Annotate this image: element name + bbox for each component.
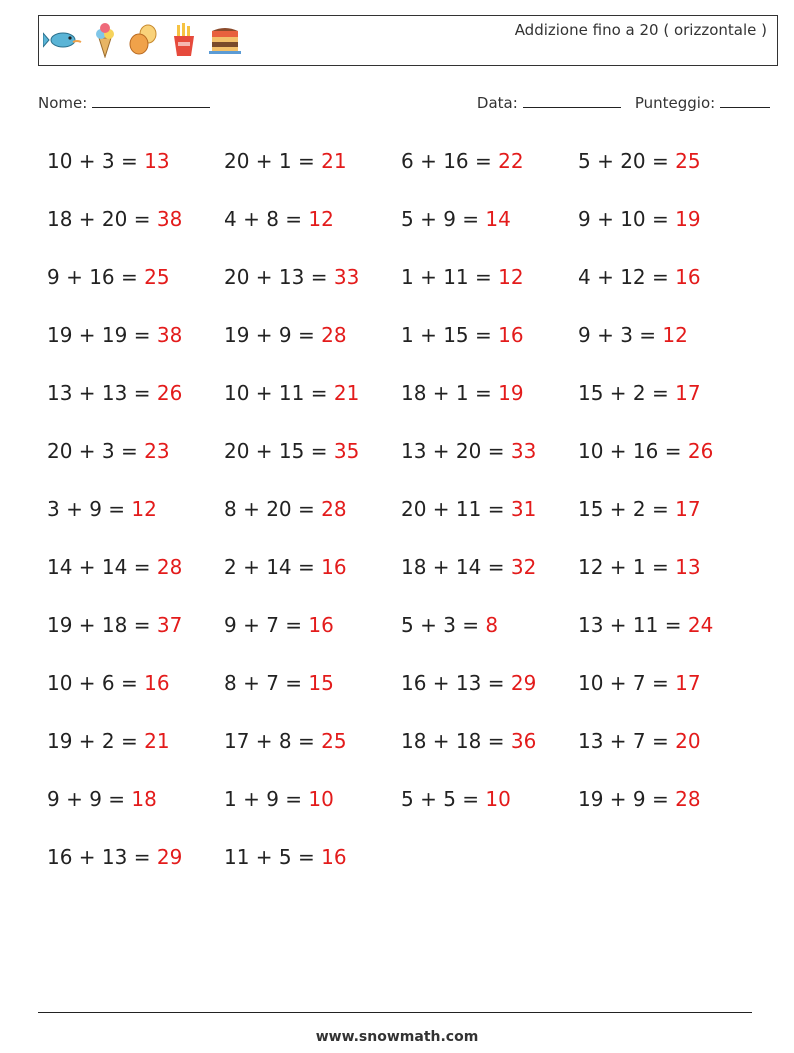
problem-item (578, 552, 755, 610)
problem-question: 20 + 11 = (401, 497, 511, 521)
name-label: Nome: (38, 94, 88, 112)
cake-icon (207, 23, 243, 57)
problem-answer: 10 (308, 787, 334, 811)
problem-item (578, 610, 755, 668)
problem-answer: 13 (144, 149, 170, 173)
icon-strip (43, 22, 243, 58)
problem-question: 10 + 16 = (578, 439, 688, 463)
problem-question: 18 + 1 = (401, 381, 499, 405)
problem-question: 19 + 18 = (47, 613, 157, 637)
problem-question: 9 + 9 = (47, 787, 132, 811)
problem-question: 19 + 19 = (47, 323, 157, 347)
problem-question: 18 + 20 = (47, 207, 157, 231)
problem-question: 5 + 20 = (578, 149, 676, 173)
problem-answer: 18 (131, 787, 157, 811)
problem-item (401, 146, 578, 204)
problem-item (401, 494, 578, 552)
problem-item (224, 552, 401, 610)
date-label: Data: (476, 94, 518, 112)
date-score-fields (477, 93, 770, 112)
problem-item (224, 842, 401, 900)
worksheet-title: Addizione fino a 20 ( orizzontale ) (514, 21, 767, 39)
problem-answer: 13 (675, 555, 701, 579)
problem-question: 20 + 1 = (224, 149, 322, 173)
problem-item (578, 436, 755, 494)
problem-answer: 25 (675, 149, 701, 173)
problem-row (47, 262, 755, 320)
problem-answer: 19 (675, 207, 701, 231)
problem-question: 6 + 16 = (401, 149, 499, 173)
score-label: Punteggio: (634, 94, 716, 112)
problem-question: 5 + 5 = (401, 787, 486, 811)
problem-question: 4 + 8 = (224, 207, 309, 231)
problem-question: 9 + 10 = (578, 207, 676, 231)
problem-answer: 28 (321, 323, 347, 347)
problem-question: 20 + 13 = (224, 265, 334, 289)
problem-question: 10 + 3 = (47, 149, 145, 173)
problem-item (47, 378, 224, 436)
problem-item (47, 842, 224, 900)
problem-answer: 38 (156, 323, 183, 347)
header-box (38, 15, 778, 66)
problem-question: 1 + 11 = (401, 265, 499, 289)
problem-row (47, 552, 755, 610)
problem-answer: 36 (510, 729, 537, 753)
problem-question: 9 + 3 = (578, 323, 663, 347)
problem-item (578, 378, 755, 436)
problem-item (47, 494, 224, 552)
name-blank (92, 93, 210, 108)
problem-answer: 12 (308, 207, 334, 231)
problem-item (47, 552, 224, 610)
problem-item (401, 378, 578, 436)
problem-question: 13 + 13 = (47, 381, 157, 405)
problem-row (47, 842, 755, 900)
problem-answer: 38 (156, 207, 183, 231)
problem-item (47, 436, 224, 494)
problem-question: 16 + 13 = (47, 845, 157, 869)
problem-answer: 28 (156, 555, 183, 579)
problem-answer: 25 (321, 729, 347, 753)
problem-question: 10 + 11 = (224, 381, 334, 405)
problem-grid (47, 146, 755, 900)
problem-item (401, 204, 578, 262)
problem-row (47, 320, 755, 378)
problem-row (47, 436, 755, 494)
problem-answer: 33 (510, 439, 537, 463)
problem-question: 13 + 20 = (401, 439, 511, 463)
problem-answer: 14 (485, 207, 511, 231)
problem-answer: 16 (308, 613, 334, 637)
problem-item (224, 204, 401, 262)
date-blank (523, 93, 621, 108)
problem-item (578, 146, 755, 204)
problem-item (224, 320, 401, 378)
problem-answer: 29 (510, 671, 537, 695)
problem-item (224, 610, 401, 668)
problem-answer: 16 (321, 555, 347, 579)
eggs-icon (127, 23, 161, 57)
problem-question: 17 + 8 = (224, 729, 322, 753)
problem-item (224, 146, 401, 204)
problem-question: 4 + 12 = (578, 265, 676, 289)
problem-answer: 26 (156, 381, 183, 405)
problem-answer: 19 (498, 381, 524, 405)
problem-item (224, 726, 401, 784)
problem-answer: 10 (485, 787, 511, 811)
problem-question: 15 + 2 = (578, 381, 676, 405)
problem-question: 8 + 7 = (224, 671, 309, 695)
problem-question: 15 + 2 = (578, 497, 676, 521)
problem-answer: 12 (131, 497, 157, 521)
problem-answer: 16 (321, 845, 347, 869)
problem-question: 12 + 1 = (578, 555, 676, 579)
problem-answer: 15 (308, 671, 334, 695)
problem-answer: 23 (144, 439, 170, 463)
problem-question: 13 + 7 = (578, 729, 676, 753)
problem-answer: 22 (498, 149, 524, 173)
footer-divider (38, 1012, 752, 1013)
problem-question: 19 + 9 = (224, 323, 322, 347)
problem-answer: 26 (687, 439, 714, 463)
problem-row (47, 378, 755, 436)
footer-url: www.snowmath.com (315, 1029, 479, 1045)
problem-answer: 8 (485, 613, 499, 637)
problem-row (47, 784, 755, 842)
problem-answer: 20 (675, 729, 701, 753)
problem-answer: 24 (687, 613, 714, 637)
problem-answer: 12 (498, 265, 524, 289)
problem-question: 14 + 14 = (47, 555, 157, 579)
problem-item (401, 784, 578, 842)
problem-item (47, 262, 224, 320)
problem-row (47, 668, 755, 726)
problem-question: 11 + 5 = (224, 845, 322, 869)
problem-question: 10 + 7 = (578, 671, 676, 695)
problem-item (401, 610, 578, 668)
problem-item (401, 262, 578, 320)
problem-item (578, 494, 755, 552)
problem-item (224, 668, 401, 726)
problem-answer: 21 (333, 381, 360, 405)
problem-answer: 16 (498, 323, 524, 347)
problem-item (47, 204, 224, 262)
problem-answer: 35 (333, 439, 360, 463)
problem-item (47, 146, 224, 204)
ice-cream-icon (91, 22, 119, 58)
fries-icon (169, 22, 199, 58)
problem-question: 9 + 7 = (224, 613, 309, 637)
problem-answer: 16 (675, 265, 701, 289)
problem-item (224, 494, 401, 552)
problem-item (401, 552, 578, 610)
problem-question: 20 + 3 = (47, 439, 145, 463)
problem-question: 16 + 13 = (401, 671, 511, 695)
problem-item (401, 436, 578, 494)
problem-item (578, 668, 755, 726)
problem-item (47, 668, 224, 726)
problem-question: 18 + 14 = (401, 555, 511, 579)
problem-item (47, 320, 224, 378)
score-blank (720, 93, 770, 108)
problem-question: 20 + 15 = (224, 439, 334, 463)
problem-question: 1 + 15 = (401, 323, 499, 347)
problem-answer: 17 (675, 497, 701, 521)
problem-item (47, 610, 224, 668)
problem-answer: 21 (321, 149, 347, 173)
problem-answer: 28 (321, 497, 347, 521)
problem-question: 18 + 18 = (401, 729, 511, 753)
problem-question: 8 + 20 = (224, 497, 322, 521)
problem-row (47, 204, 755, 262)
fish-icon (43, 26, 83, 54)
problem-item (578, 320, 755, 378)
problem-answer: 29 (156, 845, 183, 869)
problem-item (224, 262, 401, 320)
name-field (38, 93, 210, 112)
problem-answer: 17 (675, 671, 701, 695)
problem-item (578, 204, 755, 262)
problem-answer: 21 (144, 729, 170, 753)
problem-item (224, 378, 401, 436)
problem-row (47, 494, 755, 552)
problem-item (224, 436, 401, 494)
problem-answer: 28 (675, 787, 701, 811)
problem-answer: 25 (144, 265, 170, 289)
problem-question: 1 + 9 = (224, 787, 309, 811)
problem-item (578, 262, 755, 320)
problem-item (47, 784, 224, 842)
problem-question: 19 + 9 = (578, 787, 676, 811)
problem-question: 19 + 2 = (47, 729, 145, 753)
problem-item (578, 784, 755, 842)
problem-answer: 31 (510, 497, 537, 521)
problem-question: 10 + 6 = (47, 671, 145, 695)
problem-item (47, 726, 224, 784)
problem-item (578, 726, 755, 784)
problem-answer: 16 (144, 671, 170, 695)
problem-answer: 17 (675, 381, 701, 405)
problem-question: 2 + 14 = (224, 555, 322, 579)
problem-answer: 33 (333, 265, 360, 289)
problem-answer: 37 (156, 613, 183, 637)
problem-item (401, 726, 578, 784)
problem-question: 5 + 3 = (401, 613, 486, 637)
problem-answer: 12 (662, 323, 688, 347)
problem-row (47, 146, 755, 204)
problem-item (224, 784, 401, 842)
problem-answer: 32 (510, 555, 537, 579)
problem-question: 13 + 11 = (578, 613, 688, 637)
problem-item (401, 320, 578, 378)
problem-item (401, 668, 578, 726)
problem-row (47, 610, 755, 668)
problem-question: 5 + 9 = (401, 207, 486, 231)
problem-question: 9 + 16 = (47, 265, 145, 289)
problem-row (47, 726, 755, 784)
problem-question: 3 + 9 = (47, 497, 132, 521)
